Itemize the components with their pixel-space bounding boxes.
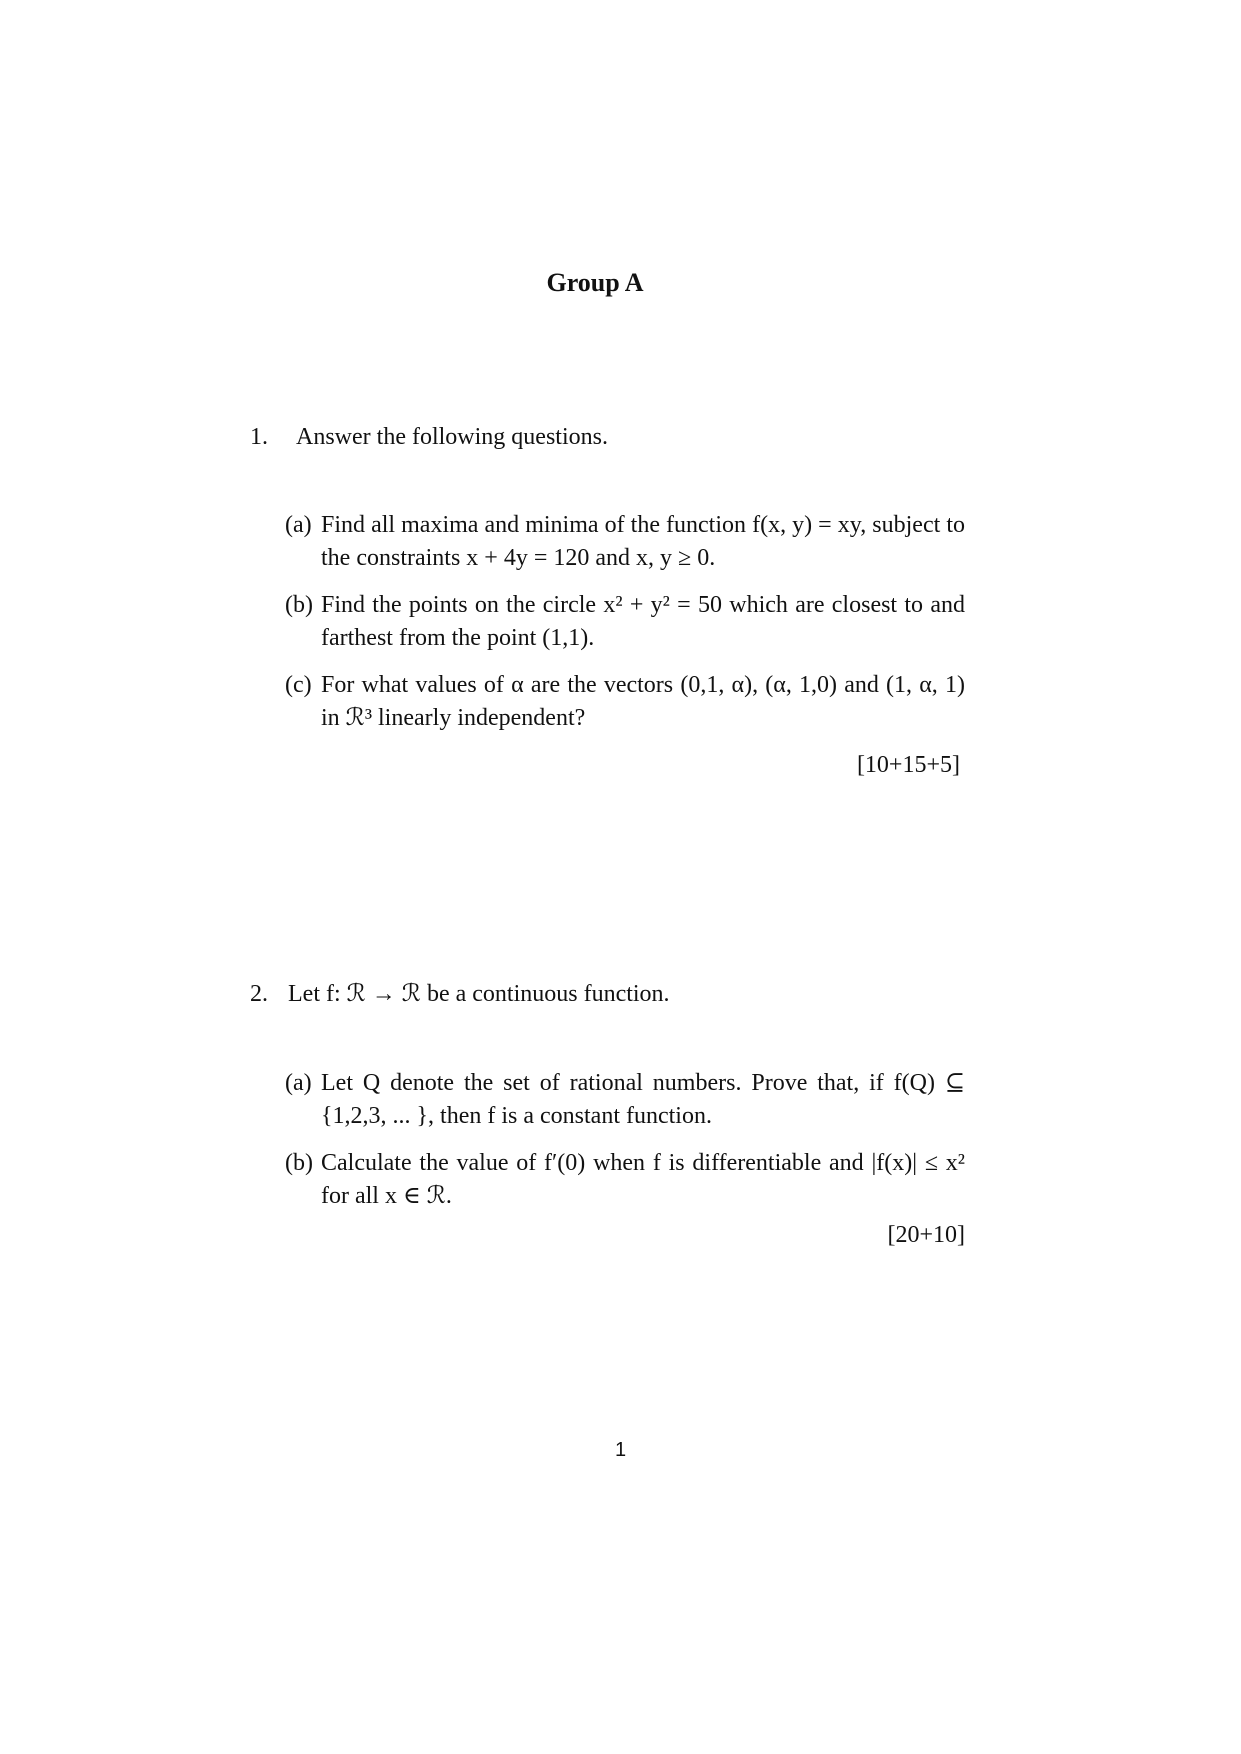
part-label: (a) [285, 512, 312, 538]
question-part [285, 1067, 965, 1133]
question-2-parts [285, 1067, 965, 1227]
page-number: 1 [614, 1439, 627, 1461]
part-text: For what values of α are the vectors (0,1, α), (α, 1,0) and (1, α, 1) in ℛ³ linearly independent? [321, 672, 965, 731]
question-number: 2. [250, 981, 268, 1007]
part-text: Find all maxima and minima of the function f(x, y) = xy, subject to the constraints x + 4y = 120 and x, y ≥ 0. [321, 512, 965, 571]
question-part [285, 1147, 965, 1213]
part-label: (b) [285, 592, 313, 618]
question-stem-text: Answer the following questions. [296, 424, 608, 450]
question-1-parts [285, 509, 965, 749]
question-part [285, 669, 965, 735]
question-2-stem [250, 977, 670, 1011]
question-1-marks: [10+15+5] [856, 752, 960, 778]
question-1-stem [250, 420, 608, 454]
part-text: Let Q denote the set of rational numbers. Prove that, if f(Q) ⊆ {1,2,3, ... }, then f is a constant function. [321, 1070, 965, 1129]
part-label: (a) [285, 1070, 312, 1096]
question-part [285, 589, 965, 655]
part-text: Calculate the value of f′(0) when f is differentiable and |f(x)| ≤ x² for all x ∈ ℛ. [321, 1150, 965, 1209]
group-title: Group A [546, 268, 644, 297]
part-label: (c) [285, 672, 312, 698]
question-part [285, 509, 965, 575]
question-stem-text: Let f: ℛ → ℛ be a continuous function. [288, 981, 670, 1007]
question-number: 1. [250, 424, 268, 450]
part-text: Find the points on the circle x² + y² = 50 which are closest to and farthest from the point (1,1). [321, 592, 965, 651]
part-label: (b) [285, 1150, 313, 1176]
question-2-marks: [20+10] [887, 1222, 965, 1248]
